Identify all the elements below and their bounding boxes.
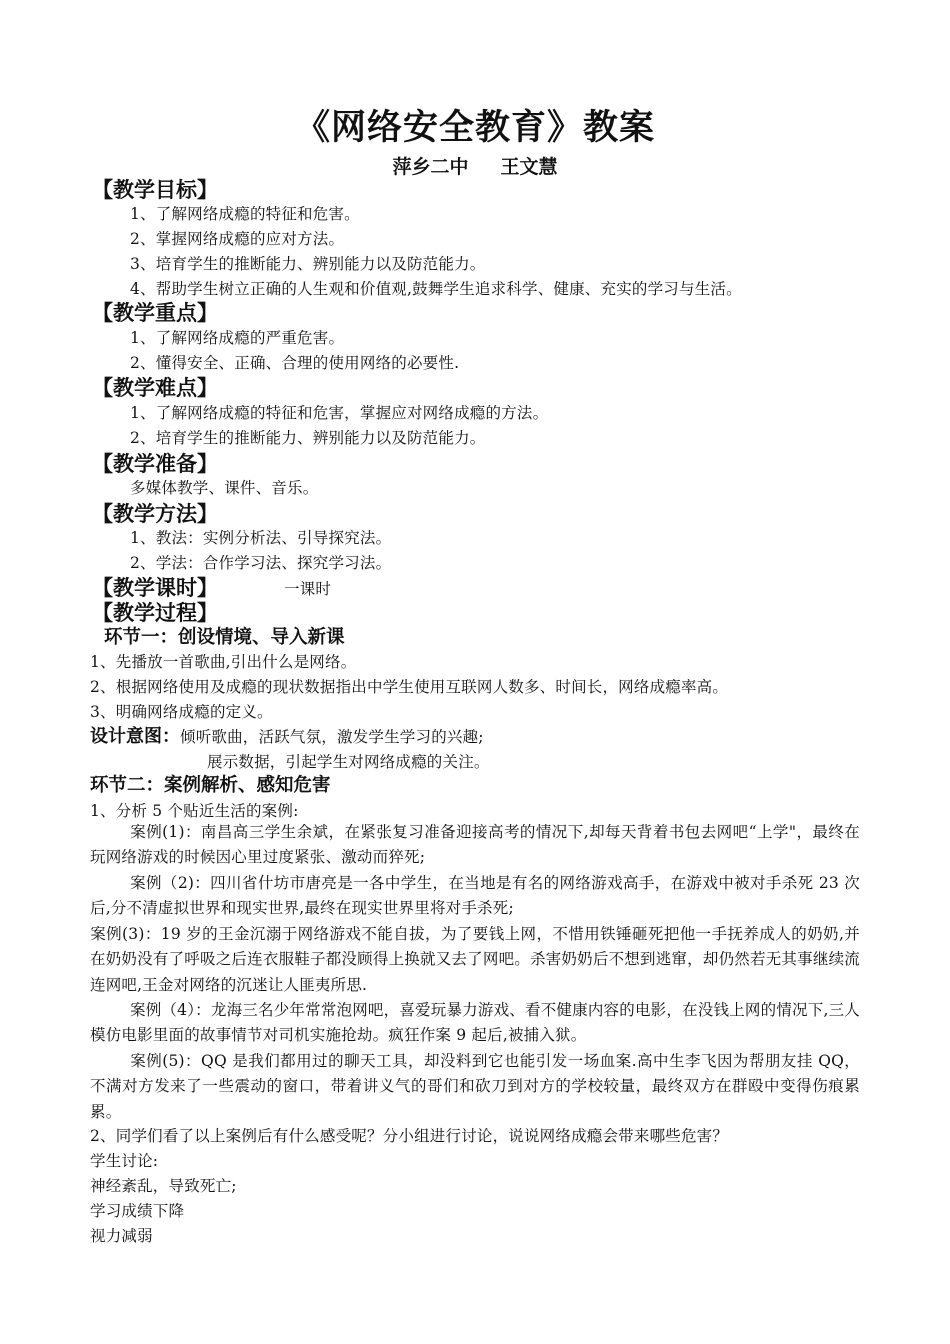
case-text: 案例（2)：四川省什坊市唐亮是一各中学生，在当地是有名的网络游戏高手，在游戏中被对手杀死 23 次后,分不清虚拟世界和现实世界,最终在现实世界里将对手杀死; (90, 874, 860, 918)
discussion-answer: 神经紊乱，导致死亡; (90, 1177, 237, 1195)
stage1-heading: 环节一：创设情境、导入新课 (104, 627, 345, 648)
difficulty-item: 2、培育学生的推断能力、辨别能力以及防范能力。 (130, 429, 486, 447)
stage2-heading: 环节二：案例解析、感知危害 (90, 775, 331, 796)
focus-item: 2、懂得安全、正确、合理的使用网络的必要性. (130, 354, 460, 372)
section-heading-process: 【教学过程】 (92, 601, 218, 625)
goal-item: 3、培育学生的推断能力、辨别能力以及防范能力。 (130, 255, 486, 273)
section-heading-hours: 【教学课时】 (92, 576, 218, 600)
stage1-item: 1、先播放一首歌曲,引出什么是网络。 (90, 653, 357, 671)
case-paragraph (90, 922, 860, 998)
case-text: 案例(5)：QQ 是我们都用过的聊天工具，却没料到它也能引发一场血案.高中生李飞因为帮朋友挂 QQ，不满对方发来了一些震动的窗口，带着讲义气的哥们和砍刀到对方的学校较量，最终双方在群殴中变得伤痕累累。 (90, 1052, 860, 1121)
discussion-answer: 学习成绩下降 (90, 1202, 185, 1220)
case-text: 案例(1)：南昌高三学生余斌，在紧张复习准备迎接高考的情况下,却每天背着书包去网吧“上学"，最终在玩网络游戏的时候因心里过度紧张、激动而猝死; (90, 823, 860, 867)
stage1-item: 3、明确网络成瘾的定义。 (90, 703, 273, 721)
section-heading-methods: 【教学方法】 (92, 502, 218, 526)
case-text: 案例(3)：19 岁的王金沉溺于网络游戏不能自拔，为了要钱上网，不惜用铁锤砸死把他一手抚养成人的奶奶,并在奶奶没有了呼吸之后连衣服鞋子都没顾得上换就又去了网吧。杀害奶奶后不想到逃窜，却仍然若无其事继续流连网吧,王金对网络的沉迷让人匪夷所思. (90, 925, 860, 994)
discussion-question: 2、同学们看了以上案例后有什么感受呢？分小组进行讨论，说说网络成瘾会带来哪些危害？ (90, 1127, 729, 1145)
design-intent-label: 设计意图： (90, 726, 180, 747)
goal-item: 2、掌握网络成瘾的应对方法。 (130, 230, 345, 248)
goal-item: 1、了解网络成瘾的特征和危害。 (130, 205, 360, 223)
case-paragraph (90, 871, 860, 922)
section-heading-focus: 【教学重点】 (92, 301, 218, 325)
method-item: 1、教法：实例分析法、引导探究法。 (130, 529, 392, 547)
focus-item: 1、了解网络成瘾的严重危害。 (130, 329, 345, 347)
case-paragraph (90, 998, 860, 1049)
discussion-label: 学生讨论: (90, 1152, 159, 1170)
design-intent-line: 倾听歌曲，活跃气氛，激发学生学习的兴趣; (180, 728, 484, 746)
document-title: 《网络安全教育》教案 (294, 108, 655, 148)
author-name: 王文慧 (500, 156, 558, 178)
stage1-item: 2、根据网络使用及成瘾的现状数据指出中学生使用互联网人数多、时间长，网络成瘾率高。 (90, 678, 729, 696)
case-paragraph (90, 820, 860, 871)
design-intent-line: 展示数据，引起学生对网络成瘾的关注。 (207, 753, 490, 771)
discussion-answer: 视力减弱 (90, 1227, 153, 1245)
author-school: 萍乡二中 (392, 156, 469, 178)
goal-item: 4、帮助学生树立正确的人生观和价值观,鼓舞学生追求科学、健康、充实的学习与生活。 (130, 280, 742, 298)
prep-item: 多媒体教学、课件、音乐。 (130, 479, 319, 497)
design-intent (90, 722, 484, 748)
case-paragraph (90, 1049, 860, 1125)
stage2-intro: 1、分析 5 个贴近生活的案例: (90, 802, 299, 820)
section-heading-difficulty: 【教学难点】 (92, 376, 218, 400)
section-heading-prep: 【教学准备】 (92, 452, 218, 476)
case-text: 案例（4）：龙海三名少年常常泡网吧，喜爱玩暴力游戏、看不健康内容的电影，在没钱上网的情况下,三人模仿电影里面的故事情节对司机实施抢劫。疯狂作案 9 起后,被捕入狱。 (90, 1001, 860, 1045)
difficulty-item: 1、了解网络成瘾的特征和危害，掌握应对网络成瘾的方法。 (130, 404, 549, 422)
section-heading-goals: 【教学目标】 (92, 178, 218, 202)
method-item: 2、学法：合作学习法、探究学习法。 (130, 554, 392, 572)
hours-value: 一课时 (284, 580, 332, 598)
